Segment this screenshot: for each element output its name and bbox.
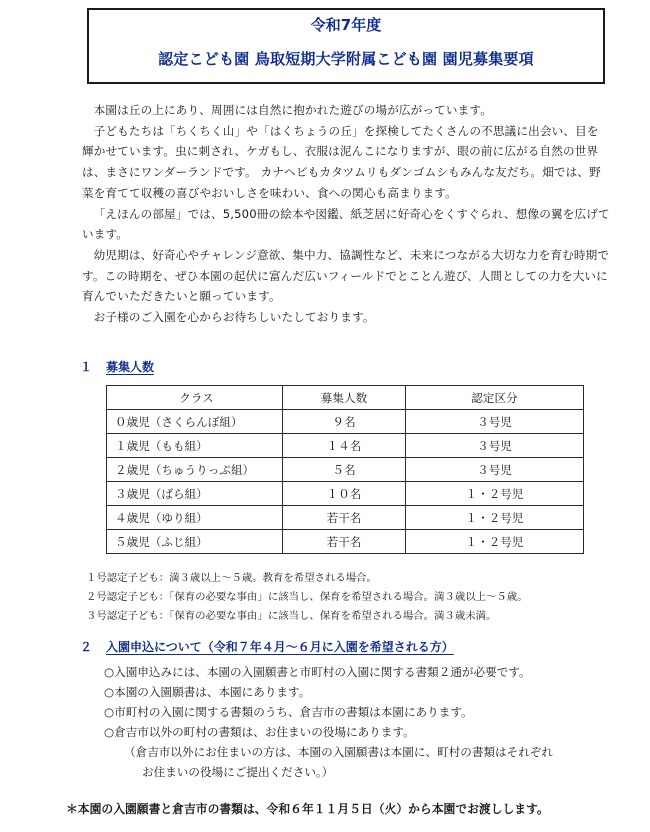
- section1-number: １: [80, 360, 93, 374]
- cell-type: ３号児: [406, 434, 584, 458]
- table-row: [107, 530, 584, 554]
- table-row: [107, 458, 584, 482]
- application-note-line2: お住まいの役場にご提出ください。）: [142, 765, 334, 779]
- application-items: [104, 662, 553, 782]
- header-type: 認定区分: [406, 386, 584, 410]
- header-class: クラス: [107, 386, 283, 410]
- title-box: [87, 8, 605, 84]
- table-header-row: [107, 386, 584, 410]
- cell-count: ９名: [283, 410, 406, 434]
- intro-paragraph: 子どもたちは「ちくちく山」や「はくちょうの丘」を探検してたくさんの不思議に出会い、目を輝かせています。虫に刺され、ケガもし、衣服は泥んこになりますが、眼の前に広がる自然の世界は、まさにワンダーランドです。 カナヘビもカタツムリもダンゴムシもみんな友だち。畑では、野菜を育てて収穫の喜びやおいしさを味わい、食への関心も高まります。: [82, 123, 601, 200]
- title-main: 認定こども園 鳥取短期大学附属こども園 園児募集要項: [158, 50, 534, 68]
- cell-class: ２歳児（ちゅうりっぷ組）: [107, 458, 283, 482]
- intro-paragraph: 幼児期は、好奇心やチャレンジ意欲、集中力、協調性など、未来につながる大切な力を育む時期です。この時期を、ぜひ本園の起伏に富んだ広いフィールドでとことん遊び、人間としての力を大いに育んでいただきたいと願っています。: [82, 247, 610, 304]
- header-count: 募集人数: [283, 386, 406, 410]
- section2-title: 入園申込について（令和７年４月～６月に入園を希望される方）: [106, 640, 454, 654]
- section2-heading: [80, 638, 454, 655]
- cell-class: １歳児（もも組）: [107, 434, 283, 458]
- title-year: 令和7年度: [310, 16, 382, 34]
- cell-count: １０名: [283, 482, 406, 506]
- intro-paragraph: 「えほんの部屋」では、5,500冊の絵本や図鑑、紙芝居に好奇心をくすぐられ、想像の翼を広げています。: [82, 206, 610, 242]
- section2-number: ２: [80, 640, 93, 654]
- note-item: ３号認定子ども：「保育の必要な事由」に該当し、保育を希望される場合。満３歳未満。: [86, 610, 497, 622]
- intro-paragraph: 本園は丘の上にあり、周囲には自然に抱かれた遊びの場が広がっています。: [93, 103, 492, 117]
- list-item: ○市町村の入園に関する書類のうち、倉吉市の書類は本園にあります。: [104, 705, 473, 719]
- cell-type: １・２号児: [406, 530, 584, 554]
- cell-count: ５名: [283, 458, 406, 482]
- section1-heading: [80, 358, 154, 375]
- cell-count: １４名: [283, 434, 406, 458]
- note-item: １号認定子ども：満３歳以上～５歳。教育を希望される場合。: [86, 572, 377, 584]
- list-item: ○倉吉市以外の町村の書類は、お住まいの役場にあります。: [104, 725, 415, 739]
- list-item: ○本園の入園願書は、本園にあります。: [104, 685, 311, 699]
- cell-count: 若干名: [283, 506, 406, 530]
- cell-class: ３歳児（ばら組）: [107, 482, 283, 506]
- cell-class: ４歳児（ゆり組）: [107, 506, 283, 530]
- table-row: [107, 434, 584, 458]
- cell-type: ３号児: [406, 410, 584, 434]
- table-row: [107, 482, 584, 506]
- cell-type: ３号児: [406, 458, 584, 482]
- table-row: [107, 410, 584, 434]
- intro-text: [82, 100, 610, 328]
- distribution-notice: ＊本園の入園願書と倉吉市の書類は、令和６年１１月５日（火）から本園でお渡しします。: [66, 802, 549, 816]
- intro-paragraph: お子様のご入園を心からお待ちしいたしております。: [93, 310, 375, 325]
- cell-class: ０歳児（さくらんぼ組）: [107, 410, 283, 434]
- cell-class: ５歳児（ふじ組）: [107, 530, 283, 554]
- list-item: ○入園申込みには、本園の入園願書と市町村の入園に関する書類２通が必要です。: [104, 665, 531, 679]
- application-note-line1: （倉吉市以外にお住まいの方は、本園の入園願書は本園に、町村の書類はそれぞれ: [124, 745, 553, 759]
- note-item: ２号認定子ども：「保育の必要な事由」に該当し、保育を希望される場合。満３歳以上～５歳。: [86, 591, 528, 603]
- cell-type: １・２号児: [406, 506, 584, 530]
- cell-count: 若干名: [283, 530, 406, 554]
- section1-title: 募集人数: [106, 360, 155, 374]
- table-row: [107, 506, 584, 530]
- recruitment-table: [106, 385, 584, 554]
- cell-type: １・２号児: [406, 482, 584, 506]
- certification-notes: [86, 569, 528, 626]
